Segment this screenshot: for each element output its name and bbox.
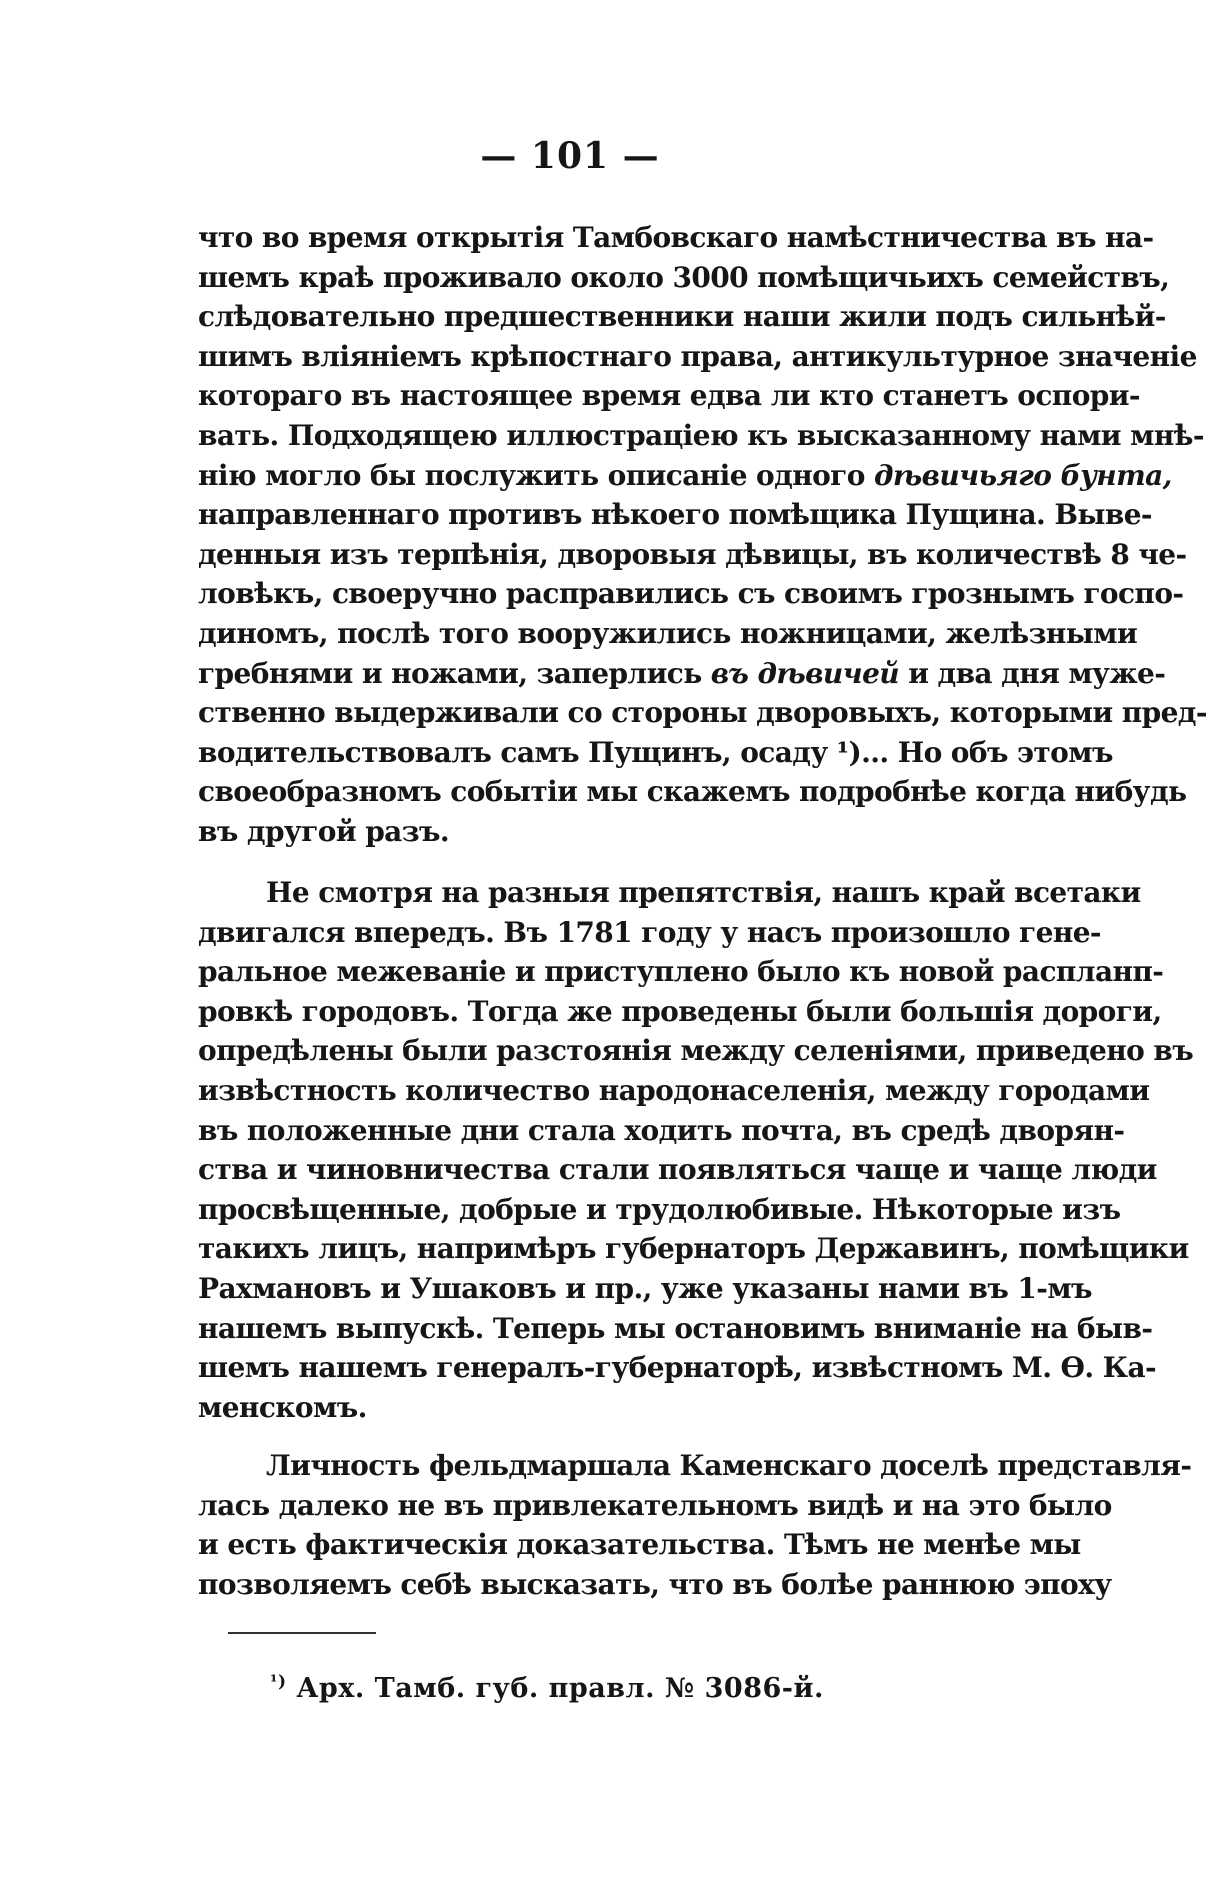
text-line: извѣстность количество народонаселенія, между городами — [198, 1073, 1150, 1107]
text-line: нашемъ выпускѣ. Теперь мы остановимъ вниманіе на быв- — [198, 1311, 1153, 1345]
paragraph-2 — [198, 873, 1194, 1427]
italic-phrase: въ дѣвичей — [710, 656, 900, 690]
footnote-divider — [228, 1632, 376, 1634]
text-line: въ другой разъ. — [198, 814, 450, 848]
text-line: водительствовалъ самъ Пущинъ, осаду ¹)... Но объ этомъ — [198, 735, 1113, 769]
italic-phrase: дѣвичьяго бунта, — [873, 458, 1172, 492]
text-line: Личность фельдмаршала Каменскаго доселѣ представля- — [266, 1449, 1192, 1482]
text-line: денныя изъ терпѣнія, дворовыя дѣвицы, въ количествѣ 8 че- — [198, 537, 1187, 571]
text-line: и есть фактическія доказательства. Тѣмъ не менѣе мы — [198, 1528, 1081, 1562]
text-line-mixed — [198, 456, 1172, 496]
text-line: Рахмановъ и Ушаковъ и пр., уже указаны нами въ 1-мъ — [198, 1271, 1092, 1305]
text-line-mixed — [198, 654, 1166, 694]
text-line: что во время открытія Тамбовскаго намѣстничества въ на- — [198, 221, 1154, 254]
text-line: вать. Подходящею иллюстраціею къ высказанному нами мнѣ- — [198, 418, 1204, 452]
text-segment: нію могло бы послужить описаніе одного — [198, 458, 865, 492]
text-line: ловѣкъ, своеручно расправились съ своимъ грознымъ госпо- — [198, 577, 1184, 611]
text-line: ровкѣ городовъ. Тогда же проведены были большія дороги, — [198, 994, 1162, 1028]
text-line: своеобразномъ событіи мы скажемъ подробнѣе когда нибудь — [198, 775, 1187, 809]
text-line: Не смотря на разныя препятствія, нашъ край всетаки — [266, 876, 1141, 909]
text-line: двигался впередъ. Въ 1781 году у насъ произошло гене- — [198, 915, 1101, 949]
text-line: шемъ нашемъ генералъ-губернаторѣ, извѣстномъ М. Ѳ. Ка- — [198, 1351, 1157, 1385]
text-line: лась далеко не въ привлекательномъ видѣ и на это было — [198, 1488, 1112, 1522]
text-line: шемъ краѣ проживало около 3000 помѣщичьихъ семействъ, — [198, 260, 1170, 294]
text-line: направленнаго противъ нѣкоего помѣщика Пущина. Выве- — [198, 498, 1152, 532]
text-line: опредѣлены были разстоянія между селеніями, приведено въ — [198, 1034, 1194, 1068]
text-line: ственно выдерживали со стороны дворовыхъ, которыми пред- — [198, 696, 1207, 730]
text-line: шимъ вліяніемъ крѣпостнаго права, антикультурное значеніе — [198, 339, 1197, 373]
text-line: котораго въ настоящее время едва ли кто станетъ оспори- — [198, 379, 1140, 413]
paragraph-3 — [198, 1446, 1192, 1604]
text-line: позволяемъ себѣ высказать, что въ болѣе раннюю эпоху — [198, 1567, 1112, 1601]
text-line: въ положенные дни стала ходить почта, въ средѣ дворян- — [198, 1113, 1125, 1147]
footnote — [270, 1672, 824, 1704]
page-number: — 101 — — [480, 135, 660, 177]
text-line: слѣдовательно предшественники наши жили подъ сильнѣй- — [198, 300, 1166, 334]
text-line: менскомъ. — [198, 1390, 367, 1424]
footnote-marker: ¹) — [270, 1672, 287, 1692]
paragraph-1 — [198, 218, 1207, 852]
text-line: ства и чиновничества стали появляться чаще и чаще люди — [198, 1153, 1157, 1187]
text-line: ральное межеваніе и приступлено было къ новой распланп- — [198, 955, 1164, 989]
text-line: диномъ, послѣ того вооружились ножницами, желѣзными — [198, 616, 1138, 650]
footnote-text: Арх. Тамб. губ. правл. № 3086-й. — [286, 1673, 824, 1704]
text-line: просвѣщенные, добрые и трудолюбивые. Нѣкоторые изъ — [198, 1192, 1121, 1226]
text-segment: гребнями и ножами, заперлись — [198, 656, 702, 690]
text-segment: и два дня муже- — [908, 656, 1166, 690]
text-line: такихъ лицъ, напримѣръ губернаторъ Державинъ, помѣщики — [198, 1232, 1189, 1266]
